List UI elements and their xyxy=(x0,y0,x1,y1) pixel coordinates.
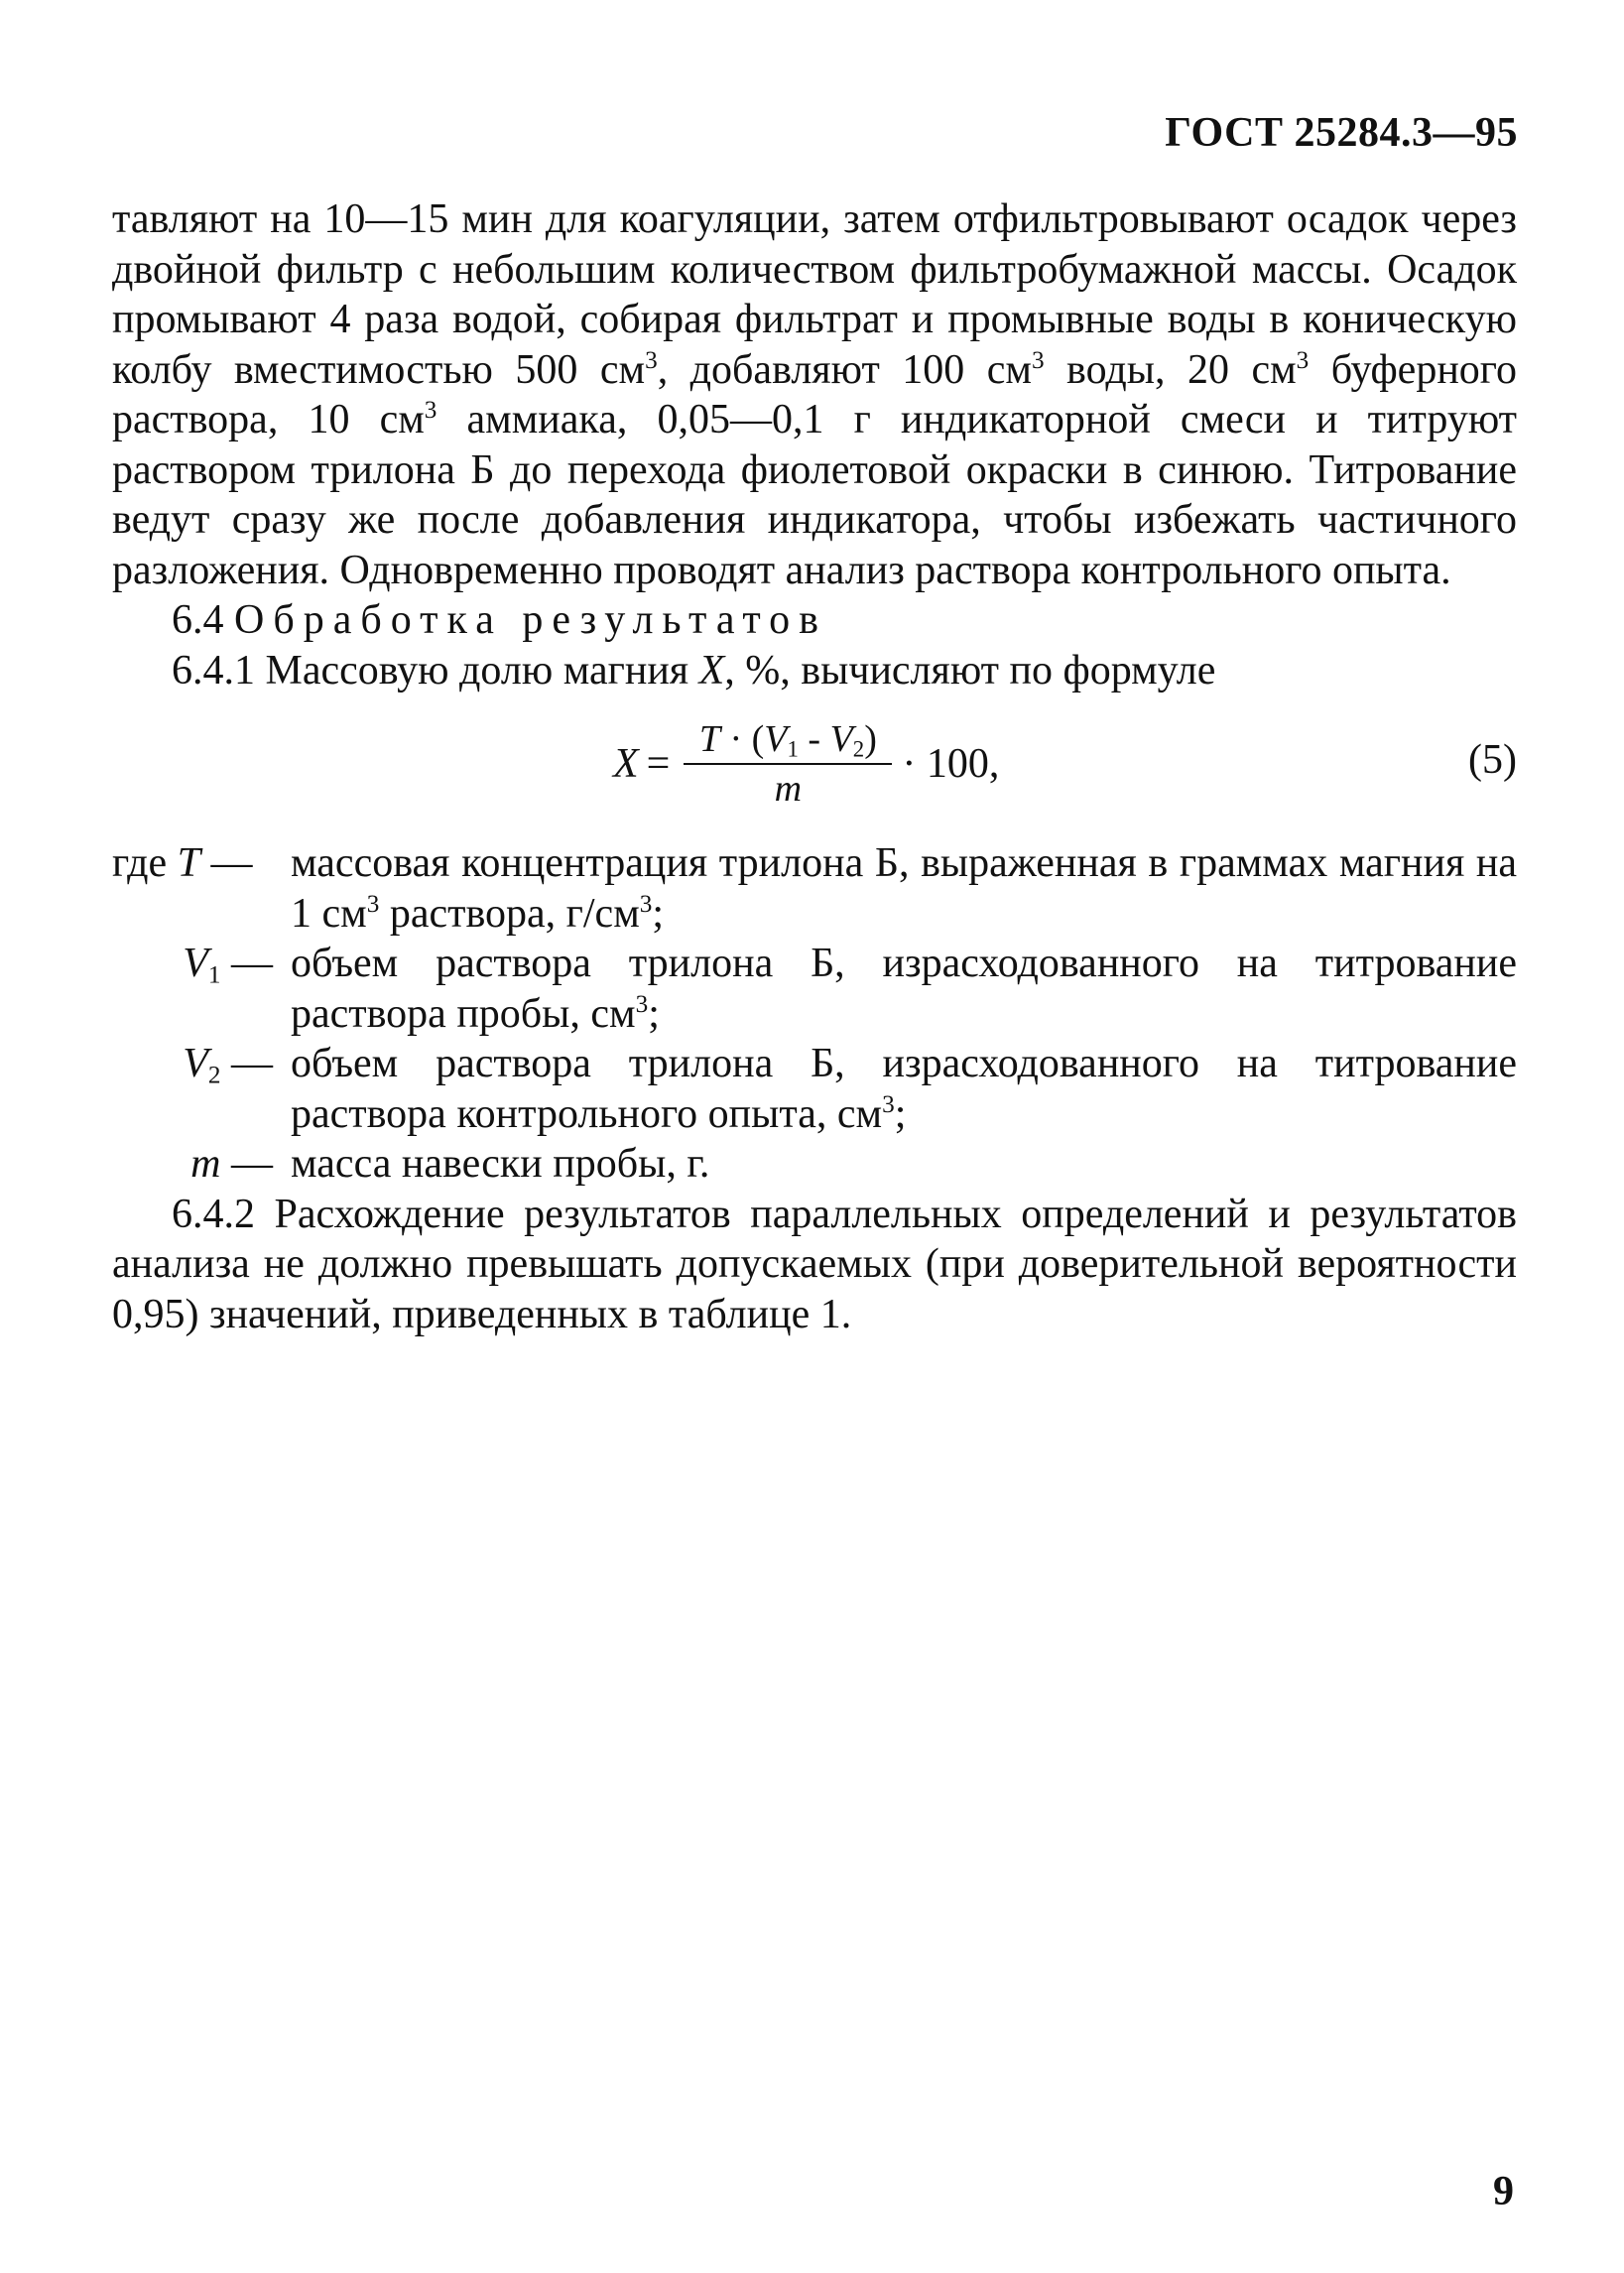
semicolon: ; xyxy=(894,1090,907,1137)
v1-text: объем раствора трилона Б, израсходованного на титрование раствора пробы, см xyxy=(291,941,1517,1037)
document-code-header: ГОСТ 25284.3—95 xyxy=(1165,110,1518,156)
v2-text: объем раствора трилона Б, израсходованного на титрование раствора контрольного опыта, см xyxy=(291,1041,1517,1137)
numerator-minus: - xyxy=(798,718,830,760)
definition-text xyxy=(291,838,1517,939)
formula-block xyxy=(112,705,1517,822)
superscript-3: 3 xyxy=(366,890,380,918)
intro-text-1: тавляют на 10—15 мин для коагуляции, затем отфильтровывают осадок через двойной фильтр с небольшим количеством фильтробумажной массы. Осадок промывают 4 раза водой, собирая фильтрат и промывные воды в коническую колбу вместимостью 500 см xyxy=(112,196,1517,393)
definition-symbol xyxy=(112,1139,291,1190)
t-text-end: ; xyxy=(652,890,665,937)
clause-text-before: Массовую долю магния xyxy=(265,647,689,694)
variable-x: X xyxy=(698,647,725,694)
formula-multiplier: · 100, xyxy=(902,740,1000,787)
numerator-close: ) xyxy=(864,718,877,760)
symbol-v: V xyxy=(183,1041,208,1086)
section-6-4-2 xyxy=(112,1190,1517,1340)
page-number: 9 xyxy=(1493,2169,1514,2214)
superscript-3: 3 xyxy=(1296,346,1310,374)
superscript-3: 3 xyxy=(424,396,437,424)
symbol-m: m xyxy=(190,1141,221,1187)
section-title: Обработка результатов xyxy=(234,597,828,643)
clause-text-after: , %, вычисляют по формуле xyxy=(724,647,1216,694)
definition-t xyxy=(112,838,1517,939)
formula xyxy=(613,705,999,822)
symbol-t: T xyxy=(177,840,201,886)
clause-text: Расхождение результатов параллельных определений и результатов анализа не должно превышать допускаемых (при доверительной вероятности 0,95) значений, приведенных в таблице 1. xyxy=(112,1191,1517,1337)
formula-denominator: m xyxy=(774,768,803,810)
clause-number: 6.4.2 xyxy=(172,1191,255,1237)
section-6-4-1 xyxy=(112,646,1517,696)
superscript-3: 3 xyxy=(1031,346,1045,374)
definition-text xyxy=(291,1039,1517,1139)
definition-text: масса навески пробы, г. xyxy=(291,1141,710,1187)
t-text-1: массовая концентрация трилона Б, выраженная в граммах магния на 1 см xyxy=(291,840,1517,937)
t-text-2: раствора, г/см xyxy=(379,890,640,937)
dash: — xyxy=(231,941,273,986)
definition-v2 xyxy=(112,1039,1517,1139)
formula-fraction xyxy=(684,717,892,811)
intro-text-2: , добавляют 100 см xyxy=(657,346,1032,393)
semicolon: ; xyxy=(648,990,660,1037)
definitions-list xyxy=(112,838,1517,1190)
definition-symbol xyxy=(112,838,291,889)
formula-numerator xyxy=(693,717,883,761)
definition-text xyxy=(291,939,1517,1039)
dash: — xyxy=(231,1141,273,1187)
formula-lhs: X xyxy=(613,740,639,787)
numerator-open: · ( xyxy=(719,718,765,760)
document-body xyxy=(112,194,1517,1339)
dash: — xyxy=(231,1041,273,1086)
intro-paragraph xyxy=(112,194,1517,595)
symbol-t: T xyxy=(698,718,720,760)
definition-m xyxy=(112,1139,1517,1190)
definition-symbol xyxy=(112,1039,291,1089)
formula-equals: = xyxy=(646,740,671,787)
intro-text-3: воды, 20 см xyxy=(1044,346,1297,393)
symbol-v: V xyxy=(764,718,788,760)
where-word: где xyxy=(112,840,168,886)
superscript-3: 3 xyxy=(635,990,649,1018)
section-number: 6.4 xyxy=(172,597,224,643)
equation-number: (5) xyxy=(1468,737,1517,783)
definition-symbol xyxy=(112,939,291,989)
dash: — xyxy=(210,840,253,886)
superscript-3: 3 xyxy=(639,890,653,918)
clause-number: 6.4.1 xyxy=(172,647,255,694)
definition-v1 xyxy=(112,939,1517,1039)
intro-text-5: аммиака, 0,05—0,1 г индикаторной смеси и титруют раствором трилона Б до перехода фиолетовой окраски в синюю. Титрование ведут сразу же после добавления индикатора, чтобы избежать частичного разложения. Одновременно проводят анализ раствора контрольного опыта. xyxy=(112,397,1517,593)
symbol-v: V xyxy=(829,718,853,760)
section-heading-6-4 xyxy=(112,595,1517,646)
subscript-2: 2 xyxy=(207,1062,221,1089)
symbol-v: V xyxy=(183,941,208,986)
superscript-3: 3 xyxy=(645,346,658,374)
intro-text-4: буферного раствора, 10 см xyxy=(112,346,1517,442)
superscript-3: 3 xyxy=(882,1090,895,1118)
subscript-1: 1 xyxy=(787,736,799,762)
subscript-2: 2 xyxy=(852,736,865,762)
fraction-bar xyxy=(684,763,892,765)
subscript-1: 1 xyxy=(207,961,221,989)
